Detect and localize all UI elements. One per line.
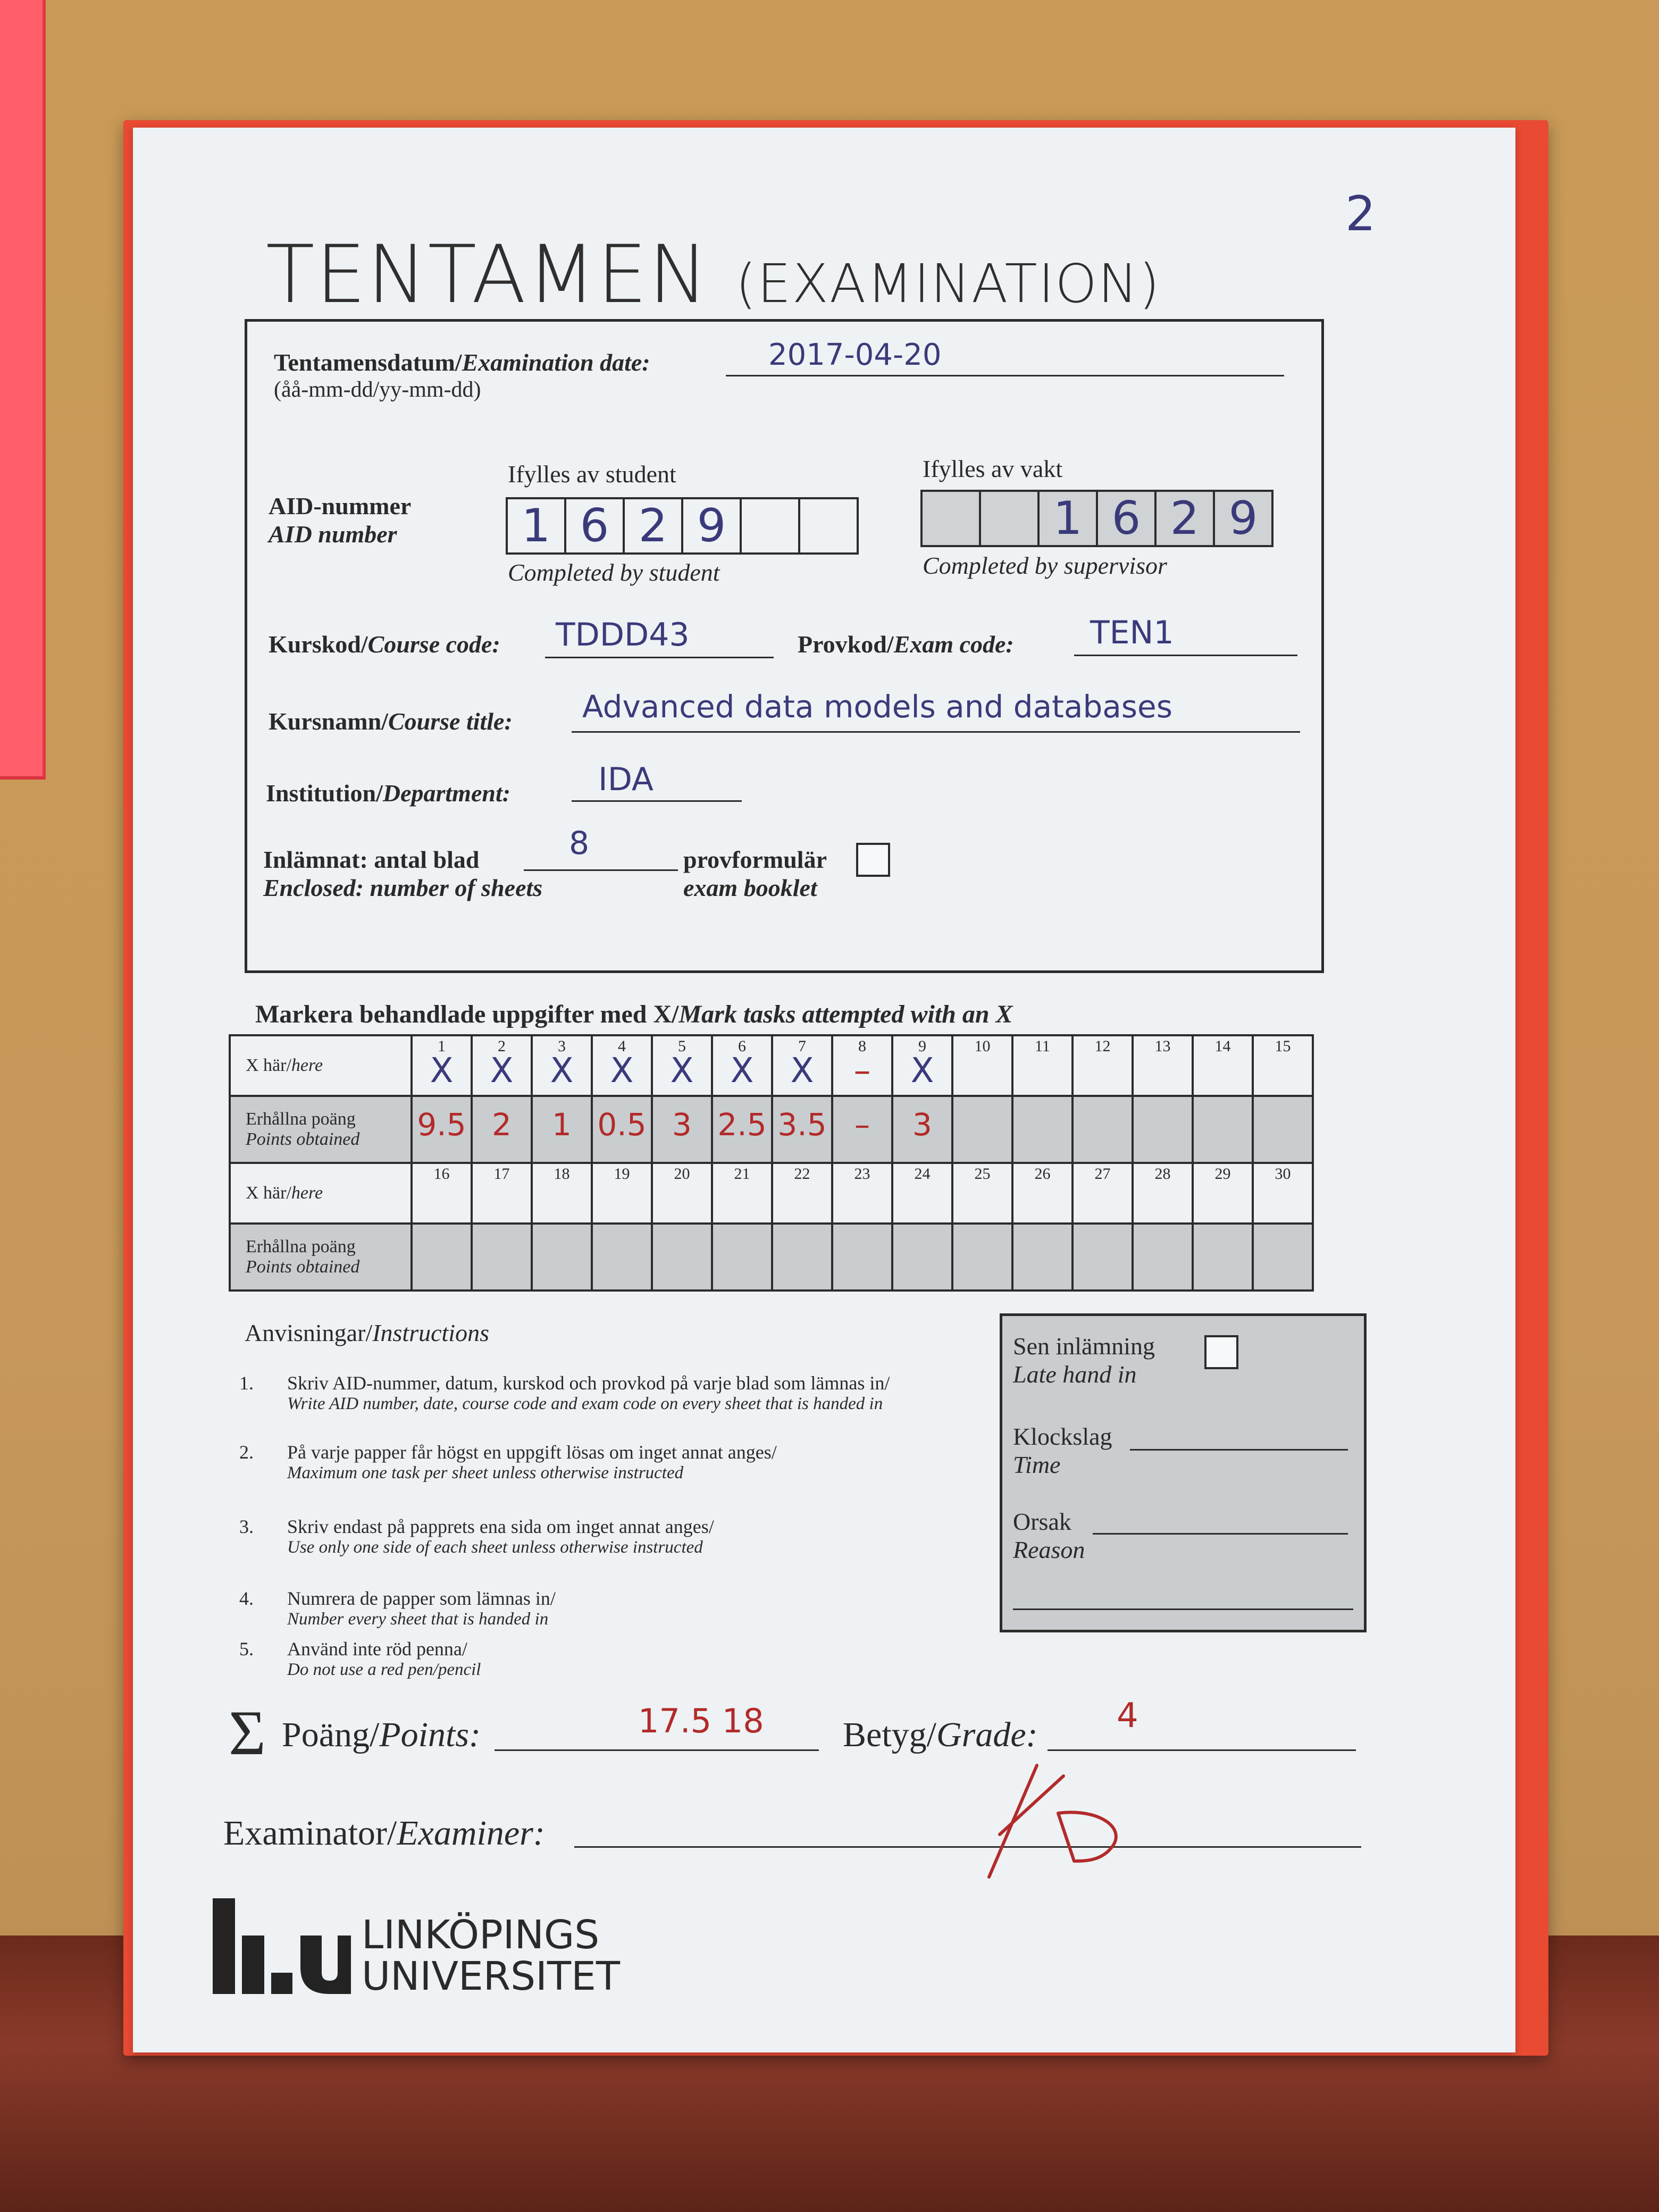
points-cell[interactable] [1073, 1096, 1133, 1163]
points-cell[interactable]: 2 [472, 1096, 532, 1163]
aid-student-digit[interactable] [740, 497, 800, 555]
points-row-2 [230, 1224, 1313, 1291]
points-cell[interactable] [1253, 1096, 1313, 1163]
points-total-value: 17.5 18 [638, 1702, 764, 1740]
points-cell[interactable] [1133, 1224, 1193, 1291]
info-box [245, 319, 1324, 973]
points-cell[interactable] [772, 1224, 832, 1291]
task-cell[interactable]: 1 X [412, 1035, 472, 1096]
task-cell[interactable]: 18 [532, 1163, 592, 1224]
task-cell[interactable]: 9 X [892, 1035, 952, 1096]
exam-code-value: TEN1 [1090, 614, 1174, 651]
task-cell[interactable]: 27 [1073, 1163, 1133, 1224]
title-sub: (EXAMINATION) [735, 253, 1161, 315]
task-cell[interactable]: 5 X [652, 1035, 712, 1096]
task-cell[interactable]: 14 [1193, 1035, 1253, 1096]
exam-date-format: (åå-mm-dd/yy-mm-dd) [274, 378, 481, 402]
tasks-title: Markera behandlade uppgifter med X/Mark tasks attempted with an X [255, 1000, 1013, 1028]
course-title-label: Kursnamn/Course title: [269, 708, 513, 735]
aid-supervisor-label: Ifylles av vakt [923, 455, 1063, 482]
examiner-signature [978, 1755, 1138, 1882]
task-cell[interactable]: 8 – [832, 1035, 892, 1096]
aid-supervisor-digit[interactable] [979, 490, 1040, 547]
exam-date-field[interactable] [726, 338, 1284, 376]
sum-symbol: Σ [229, 1697, 266, 1768]
task-cell[interactable]: 30 [1253, 1163, 1313, 1224]
tasks-grid [229, 1034, 1314, 1292]
x-here-label: X här/here [230, 1163, 412, 1224]
aid-supervisor-digit[interactable]: 9 [1213, 490, 1273, 547]
points-cell[interactable]: 3 [652, 1096, 712, 1163]
late-time-field[interactable] [1130, 1422, 1348, 1451]
page-number: 2 [1345, 186, 1376, 242]
late-time-label: Klockslag Time [1013, 1423, 1112, 1478]
aid-supervisor-digit[interactable]: 1 [1037, 490, 1098, 547]
aid-supervisor-boxes [923, 490, 1273, 547]
points-cell[interactable] [1193, 1224, 1253, 1291]
points-cell[interactable]: 3.5 [772, 1096, 832, 1163]
task-cell[interactable]: 23 [832, 1163, 892, 1224]
late-checkbox[interactable] [1204, 1335, 1238, 1369]
task-cell[interactable]: 15 [1253, 1035, 1313, 1096]
points-cell[interactable] [892, 1224, 952, 1291]
exam-date-label: Tentamensdatum/Examination date: [274, 349, 650, 376]
aid-supervisor-digit[interactable]: 2 [1154, 490, 1215, 547]
late-hand-in-box [1000, 1313, 1367, 1632]
examiner-label: Examinator/Examiner: [223, 1814, 545, 1853]
task-cell[interactable]: 2 X [472, 1035, 532, 1096]
task-cell[interactable]: 25 [952, 1163, 1012, 1224]
grade-field[interactable] [1048, 1696, 1356, 1751]
booklet-checkbox[interactable] [856, 843, 890, 877]
points-total-field[interactable] [495, 1702, 819, 1751]
department-value: IDA [598, 761, 653, 798]
aid-student-digit[interactable]: 6 [564, 497, 625, 555]
task-cell[interactable]: 16 [412, 1163, 472, 1224]
enclosed-value: 8 [569, 825, 590, 862]
late-label: Sen inlämning Late hand in [1013, 1333, 1155, 1388]
task-cell[interactable]: 21 [712, 1163, 772, 1224]
task-cell[interactable]: 13 [1133, 1035, 1193, 1096]
department-field[interactable] [572, 763, 742, 802]
x-here-label: X här/here [230, 1035, 412, 1096]
aid-supervisor-digit[interactable] [920, 490, 981, 547]
task-cell[interactable]: 17 [472, 1163, 532, 1224]
points-cell[interactable] [472, 1224, 532, 1291]
points-cell[interactable] [1073, 1224, 1133, 1291]
task-cell[interactable]: 29 [1193, 1163, 1253, 1224]
points-cell[interactable] [532, 1224, 592, 1291]
points-total-label: Poäng/Points: [282, 1715, 481, 1754]
university-name: LINKÖPINGS UNIVERSITET [362, 1912, 621, 1999]
exam-cover-sheet: 2 TENTAMEN (EXAMINATION) Tentamensdatum/Examination date: (åå-mm-dd/yy-mm-dd) 2017-04-20 Ifylles av student Ifylles av vakt AID-nummer AID number 1 6 2 9 1 6 2 9 Completed by student Completed by supervisor Kurskod/Course code: TDDD43 Provkod/Exam code: TEN1 Kursnamn/Course title: Advanced data models and databases Institution/Department: IDA Inlämnat: antal blad Enclosed: number of sheets 8 provformulär exam booklet Markera behandlade uppgifter med X/Mark tasks attempted with an X X här/here 1 X 2 X 3 X 4 X 5 X 6 X 7 X 8 – 9 X 10 11 12 13 14 15 Erhållna poäng Points obtained 9.5 2 1 0.5 3 2.5 3.5 – 3 X här/here 16 17 18 19 20 21 22 23 24 25 26 27 28 29 30 Erhållna poäng Points obtained Anvisningar/Instructions 1. Skriv AID-nummer, datum, kurskod och provkod på varje blad som lämnas in/ Write AID number, date, course code and exam code on every sheet that is handed in 2. På varje papper får högst en uppgift lösas om inget annat anges/ Maximum one task per sheet unless otherwise instructed 3. Skriv endast på papprets ena sida om inget annat anges/ Use only one side of each sheet unless otherwise instructed 4. Numrera de papper som lämnas in/ Number every sheet that is handed in 5. Använd inte röd penna/ Do not use a red pen/pencil Sen inlämning Late hand in Klockslag Time Orsak Reason Σ Poäng/Points: 17.5 18 Betyg/Grade: 4 Examinator/Examiner: LINKÖPINGS UNIVERSITET [133, 128, 1515, 2052]
points-cell[interactable] [592, 1224, 652, 1291]
instructions-title: Anvisningar/Instructions [245, 1319, 489, 1346]
exam-code-label: Provkod/Exam code: [798, 631, 1014, 658]
title-main: TENTAMEN [266, 229, 709, 321]
enclosed-label: Inlämnat: antal blad Enclosed: number of sheets [263, 846, 543, 901]
points-cell[interactable]: 9.5 [412, 1096, 472, 1163]
points-cell[interactable] [952, 1224, 1012, 1291]
points-label: Erhållna poäng Points obtained [230, 1224, 412, 1291]
points-cell[interactable] [1193, 1096, 1253, 1163]
points-cell[interactable] [712, 1224, 772, 1291]
points-cell[interactable]: – [832, 1096, 892, 1163]
points-cell[interactable] [412, 1224, 472, 1291]
late-reason-field[interactable] [1093, 1506, 1348, 1535]
booklet-label: provformulär exam booklet [683, 846, 827, 901]
points-cell[interactable] [1012, 1096, 1073, 1163]
late-reason-label: Orsak Reason [1013, 1508, 1085, 1563]
exam-code-field[interactable] [1074, 614, 1297, 656]
points-cell[interactable]: 1 [532, 1096, 592, 1163]
liu-logo [213, 1893, 351, 1999]
grade-label: Betyg/Grade: [843, 1715, 1038, 1754]
points-row-1 [230, 1096, 1313, 1163]
points-cell[interactable]: 3 [892, 1096, 952, 1163]
task-cell[interactable]: 4 X [592, 1035, 652, 1096]
points-cell[interactable]: 2.5 [712, 1096, 772, 1163]
department-label: Institution/Department: [266, 780, 511, 807]
pink-folder [0, 0, 46, 780]
points-cell[interactable] [1253, 1224, 1313, 1291]
aid-supervisor-digit[interactable]: 6 [1096, 490, 1157, 547]
points-cell[interactable] [832, 1224, 892, 1291]
aid-label: AID-nummer AID number [269, 492, 412, 548]
task-cell[interactable]: 22 [772, 1163, 832, 1224]
tasks-row-x [230, 1035, 1313, 1096]
page-title [266, 229, 1161, 321]
course-title-value: Advanced data models and databases [582, 689, 1172, 725]
task-cell[interactable]: 7 X [772, 1035, 832, 1096]
points-cell[interactable] [952, 1096, 1012, 1163]
course-code-label: Kurskod/Course code: [269, 631, 500, 658]
course-code-value: TDDD43 [556, 616, 690, 653]
points-cell[interactable] [1012, 1224, 1073, 1291]
aid-student-digit[interactable] [798, 497, 859, 555]
task-cell[interactable]: 19 [592, 1163, 652, 1224]
task-cell[interactable]: 3 X [532, 1035, 592, 1096]
task-cell[interactable]: 28 [1133, 1163, 1193, 1224]
enclosed-field[interactable] [524, 825, 678, 871]
aid-student-digit[interactable]: 9 [681, 497, 742, 555]
tasks-row-x-2 [230, 1163, 1313, 1224]
grade-value: 4 [1117, 1696, 1138, 1736]
examiner-field[interactable] [574, 1808, 1361, 1848]
task-cell[interactable]: 24 [892, 1163, 952, 1224]
points-cell[interactable] [1133, 1096, 1193, 1163]
task-cell[interactable]: 10 [952, 1035, 1012, 1096]
course-title-field[interactable] [572, 689, 1300, 733]
points-label: Erhållna poäng Points obtained [230, 1096, 412, 1163]
aid-student-boxes [508, 497, 859, 555]
aid-student-digit[interactable]: 1 [506, 497, 566, 555]
points-cell[interactable] [652, 1224, 712, 1291]
course-code-field[interactable] [545, 616, 774, 658]
aid-student-digit[interactable]: 2 [623, 497, 683, 555]
points-cell[interactable]: 0.5 [592, 1096, 652, 1163]
task-cell[interactable]: 6 X [712, 1035, 772, 1096]
task-cell[interactable]: 11 [1012, 1035, 1073, 1096]
aid-student-caption: Completed by student [508, 559, 720, 586]
aid-student-label: Ifylles av student [508, 460, 676, 488]
task-cell[interactable]: 26 [1012, 1163, 1073, 1224]
task-cell[interactable]: 12 [1073, 1035, 1133, 1096]
task-cell[interactable]: 20 [652, 1163, 712, 1224]
aid-supervisor-caption: Completed by supervisor [923, 552, 1167, 579]
late-reason-field-2[interactable] [1013, 1582, 1353, 1610]
exam-date-value: 2017-04-20 [768, 338, 942, 372]
